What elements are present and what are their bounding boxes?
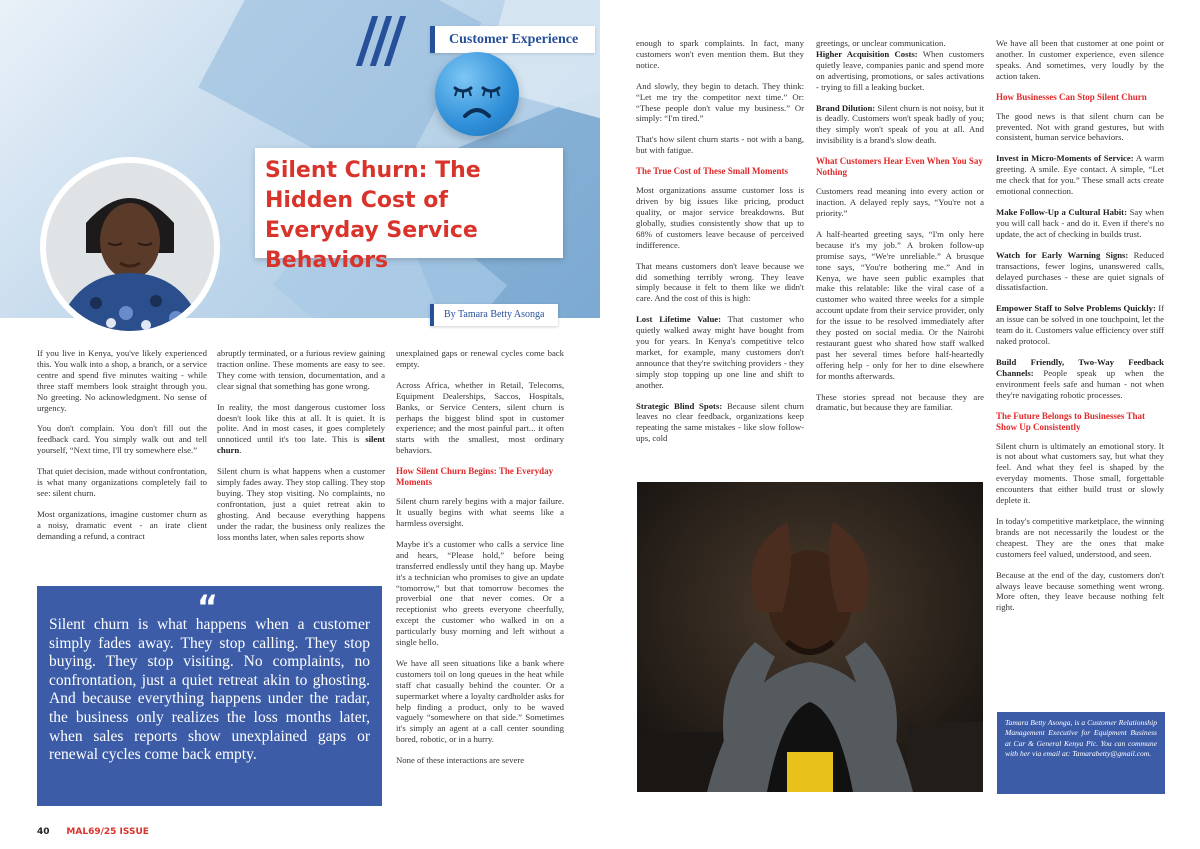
category-badge (430, 26, 595, 53)
right-column-2 (816, 38, 984, 423)
paragraph: enough to spark complaints. In fact, many customers won't even mention them. But they notice. (636, 38, 804, 70)
paragraph: Invest in Micro-Moments of Service: A warm greeting. A smile. Eye contact. A simple, “Let me check that for you.” These small acts create emotional connection. (996, 153, 1164, 197)
paragraph: Make Follow-Up a Cultural Habit: Say when you will call back - and do it. Even if there's no update, the act of checking in builds trust. (996, 206, 1164, 239)
sad-face-icon (435, 52, 519, 136)
paragraph: Lost Lifetime Value: That customer who quietly walked away might have bought from you for years. In Kenya's competitive telco market, for example, many customers don't announce that they're switching providers - they simply stop topping up one line and shift to another. (636, 314, 804, 390)
paragraph: Empower Staff to Solve Problems Quickly: If an issue can be solved in one touchpoint, let the team do it. Customers value efficiency over stiff naked protocol. (996, 303, 1164, 347)
paragraph: Silent churn is what happens when a customer simply fades away. They stop calling. They stop buying. They stop visiting. No complaints, no confrontation, just a quiet retreat akin to ghosting. And because everything happens under the radar, the business only realizes the loss months later, when sales reports show (217, 466, 385, 542)
paragraph: These stories spread not because they are dramatic, but because they are familiar. (816, 391, 984, 413)
right-page (600, 0, 1200, 849)
paragraph: That's how silent churn starts - not with a bang, but with fatigue. (636, 134, 804, 156)
author-bio: Tamara Betty Asonga, is a Customer Relationship Management Executive for Equipment Business at Car & General Kenya Plc. You can commune with her via email at: Tamarabetty@gmail.com. (1005, 718, 1157, 759)
paragraph: And slowly, they begin to detach. They think: “Let me try the competitor next time.” Or: “These people don't value my business.” Or simply: “I'm tired.” (636, 80, 804, 124)
quote-mark-icon: “ (197, 588, 219, 626)
section-heading: The Future Belongs to Businesses That Show Up Consistently (996, 410, 1145, 432)
page-number: 40 (37, 827, 50, 837)
left-column-3 (396, 348, 564, 776)
section-heading: How Businesses Can Stop Silent Churn (996, 91, 1147, 102)
paragraph: Most organizations, imagine customer churn as a noisy, dramatic event - an irate client demanding a refund, a contract (37, 508, 207, 541)
article-title: Silent Churn: The Hidden Cost of Everyday Service Behaviors (265, 158, 481, 273)
paragraph: Most organizations assume customer loss is driven by big issues like pricing, product quality, or major service breakdowns. But globally, studies consistently show that up to 68% of customers leave because of perceived indifference. (636, 185, 804, 250)
frustrated-man-photo (637, 482, 983, 792)
issue-label: MAL69/25 ISSUE (66, 827, 149, 837)
paragraph: Maybe it's a customer who calls a service line and hears, “Please hold,” before being transferred endlessly until they hang up. Maybe it's a technician who promises to give an update “tomorrow,” but that tomorrow becomes the proverbial one that never comes. Or a receptionist who greets everyone cheerfully, except the customer who walked in on a particularly busy morning and left without a single hello. (396, 538, 564, 648)
article-title-box (255, 148, 563, 273)
right-column-3 (996, 38, 1164, 623)
paragraph: Watch for Early Warning Signs: Reduced transactions, fewer logins, unanswered calls, delayed purchases - these are quiet signals of dissatisfaction. (996, 249, 1164, 293)
pull-quote (37, 586, 382, 806)
paragraph: That means customers don't leave because we did something terribly wrong. They leave simply because it felt to them like we didn't care. And the cost of this is high: (636, 260, 804, 304)
section-heading: The True Cost of These Small Moments (636, 166, 788, 177)
paragraph: Across Africa, whether in Retail, Telecoms, Equipment Dealerships, Saccos, Hospitals, Banks, or Service Centers, silent churn is perhaps the biggest blind spot in customer experience; and the most painful part... it often starts with the smallest, most ordinary behaviors. (396, 379, 564, 456)
paragraph: Because at the end of the day, customers don't always leave because something went wrong. More often, they leave because nothing felt right. (996, 569, 1164, 613)
left-column-2 (217, 348, 385, 553)
category-label: Customer Experience (449, 32, 579, 47)
paragraph: Strategic Blind Spots: Because silent churn leaves no clear feedback, organizations keep repeating the same mistakes - like slow follow-ups, cold (636, 400, 805, 444)
paragraph: In reality, the most dangerous customer loss doesn't look like this at all. It is quiet. It is polite. And in most cases, it goes completely unnoticed until it's too late. This is silent churn. (217, 401, 385, 456)
paragraph: None of these interactions are severe (396, 755, 525, 766)
decorative-stripes (358, 16, 418, 66)
author-portrait (40, 157, 220, 337)
right-column-1 (636, 38, 804, 454)
paragraph: abruptly terminated, or a furious review gaining traction online. These moments are easy to see. They come with tension, documentation, and a clear signal that something has gone wrong. (217, 348, 385, 391)
paragraph: Higher Acquisition Costs: When customers quietly leave, companies panic and spend more on advertising, promotions, or sales activations - trying to fill a leaking bucket. (816, 48, 984, 92)
author-bio-box (997, 712, 1165, 794)
paragraph: A half-hearted greeting says, “I'm only here because it's my job.” A broken follow-up promise says, “We're unreliable.” A brusque tone says, “You're bothering me.” And in Kenya, we have seen public examples that make this relatable: like the viral case of a customer who waited three weeks for a simple account update from their service provider, only for the issue to be resolved immediately after they posted on social media. Or the Nairobi restaurant guest who shared how staff walked past her several times before half-heartedly offering help - only for her to dine elsewhere for months afterwards. (816, 228, 984, 381)
paragraph: That quiet decision, made without confrontation, is what many organizations completely fail to see: silent churn. (37, 466, 207, 498)
paragraph: unexplained gaps or renewal cycles come back empty. (396, 348, 564, 369)
paragraph: In today's competitive marketplace, the winning brands are not necessarily the loudest or the cheapest. They are the ones that make customers feel valued, understood, and seen. (996, 516, 1164, 559)
paragraph: Brand Dilution: Silent churn is not noisy, but it is deadly. Customers won't speak badly of you; they simply won't speak of you at all. And invisibility is a brand's slow death. (816, 102, 985, 146)
byline-bar (430, 304, 558, 326)
paragraph: Build Friendly, Two-Way Feedback Channels: People speak up when the environment feels safe and human - not when they're navigating robotic processes. (996, 356, 1164, 400)
section-heading: How Silent Churn Begins: The Everyday Moments (396, 466, 554, 488)
section-heading: What Customers Hear Even When You Say Nothing (816, 156, 983, 178)
paragraph: You don't complain. You don't fill out the feedback card. You simply walk out and tell yourself, “Next time, I'll try somewhere else.” (37, 423, 207, 456)
byline: By Tamara Betty Asonga (444, 309, 545, 320)
pull-quote-text: Silent churn is what happens when a customer simply fades away. They stop calling. They stop buying. They stop visiting. No complaints, no confrontation, just a quiet retreat akin to ghosting. And because everything happens under the radar, the business only realizes the loss months later, when sales reports show unexplained gaps or renewal cycles come back empty. (49, 616, 370, 764)
paragraph: greetings, or unclear communication. (816, 38, 946, 48)
left-column-1 (37, 348, 207, 552)
paragraph: We have all seen situations like a bank where customers toil on long queues in the heat while staff chat casually behind the counter. Or a supermarket where a loyalty cardholder asks for help finding a product, only to be waved vaguely “somewhere on that side.” Sometimes it's simply an agent at a call center sounding bored, robotic, or in a hurry. (396, 657, 564, 745)
paragraph: The good news is that silent churn can be prevented. Not with grand gestures, but with consistent, human service behaviors. (996, 110, 1164, 143)
paragraph: We have all been that customer at one point or another. In customer experience, even silence speaks. And sometimes, very loudly by the action taken. (996, 38, 1164, 81)
page-footer (37, 827, 149, 837)
paragraph: Silent churn is ultimately an emotional story. It is not about what customers say, but what they feel. And what they feel is shaped by the everyday moments. Those small, forgettable encounters that either build trust or slowly deplete it. (996, 440, 1164, 506)
paragraph: If you live in Kenya, you've likely experienced this. You walk into a shop, a branch, or a service centre and spend five minutes waiting - while three staff members look straight through you. No greeting. No acknowledgment. No sense of urgency. (37, 348, 207, 413)
paragraph: Customers read meaning into every action or inaction. A delayed reply says, “You're not a priority.” (816, 186, 984, 218)
paragraph: Silent churn rarely begins with a major failure. It usually begins with what seems like a harmless oversight. (396, 496, 564, 528)
